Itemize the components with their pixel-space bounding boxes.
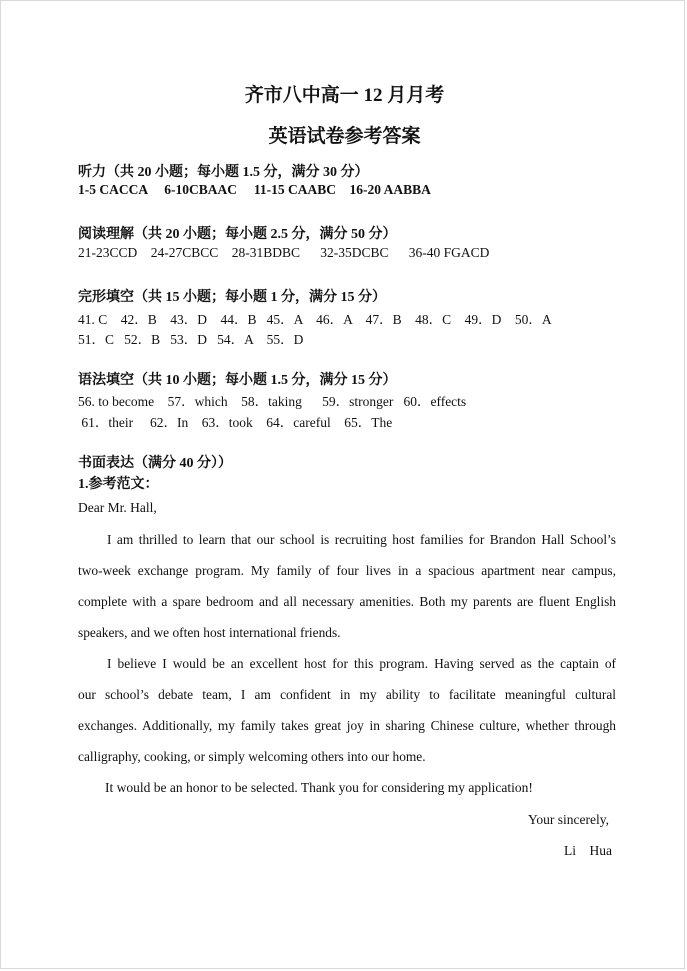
sample-essay-label: 1.参考范文： [78, 477, 159, 492]
paragraph-line: speakers, and we often host international friends. [78, 625, 341, 640]
listening-heading: 听力（共 20 小题；每小题 1.5 分，满分 30 分） [78, 165, 369, 180]
listening-answers: 1-5 CACCA 6-10CBAAC 11-15 CAABC 16-20 AABBA [78, 182, 431, 197]
writing-heading: 书面表达（满分 40 分）） [78, 456, 232, 471]
letter-paragraph-1 [78, 524, 616, 648]
paragraph-line: I am thrilled to learn that our school is recruiting host families for Brandon Hall School’s [107, 532, 616, 547]
exam-title: 齐市八中高一 12 月月考 [244, 85, 445, 106]
paragraph-line: complete with a spare bedroom and all necessary amenities. Both my parents are fluent English [78, 594, 616, 609]
paragraph-line: calligraphy, cooking, or simply welcoming others into our home. [78, 749, 426, 764]
letter-closing: Your sincerely, [528, 812, 609, 827]
cloze-answers-line1: 41. C 42．B 43．D 44．B 45．A 46．A 47．B 48．C 49．D 50．A [78, 312, 552, 327]
letter-paragraph-3: It would be an honor to be selected. Thank you for considering my application! [105, 780, 533, 795]
paragraph-line: two-week exchange program. My family of four lives in a spacious apartment near campus, [78, 563, 616, 578]
letter-paragraph-2 [78, 648, 616, 772]
reading-heading: 阅读理解（共 20 小题；每小题 2.5 分，满分 50 分） [78, 227, 397, 242]
grammar-answers-line2: 61．their 62．In 63．took 64．careful 65．The [78, 415, 393, 430]
answer-key-title: 英语试卷参考答案 [268, 126, 421, 147]
paragraph-line: exchanges. Additionally, my family takes great joy in sharing Chinese culture, whether through [78, 718, 616, 733]
cloze-answers-line2: 51．C 52．B 53．D 54．A 55．D [78, 332, 304, 347]
reading-answers: 21-23CCD 24-27CBCC 28-31BDBC 32-35DCBC 36-40 FGACD [78, 245, 490, 260]
grammar-heading: 语法填空（共 10 小题；每小题 1.5 分，满分 15 分） [78, 373, 397, 388]
cloze-heading: 完形填空（共 15 小题；每小题 1 分，满分 15 分） [78, 290, 386, 305]
paragraph-line: I believe I would be an excellent host for this program. Having served as the captain of [107, 656, 616, 671]
paragraph-line: our school’s debate team, I am confident in my ability to facilitate meaningful cultural [78, 687, 616, 702]
grammar-answers-line1: 56. to become 57．which 58．taking 59．stronger 60．effects [78, 394, 467, 409]
letter-signature: Li Hua [564, 843, 612, 858]
letter-greeting: Dear Mr. Hall, [78, 500, 157, 515]
